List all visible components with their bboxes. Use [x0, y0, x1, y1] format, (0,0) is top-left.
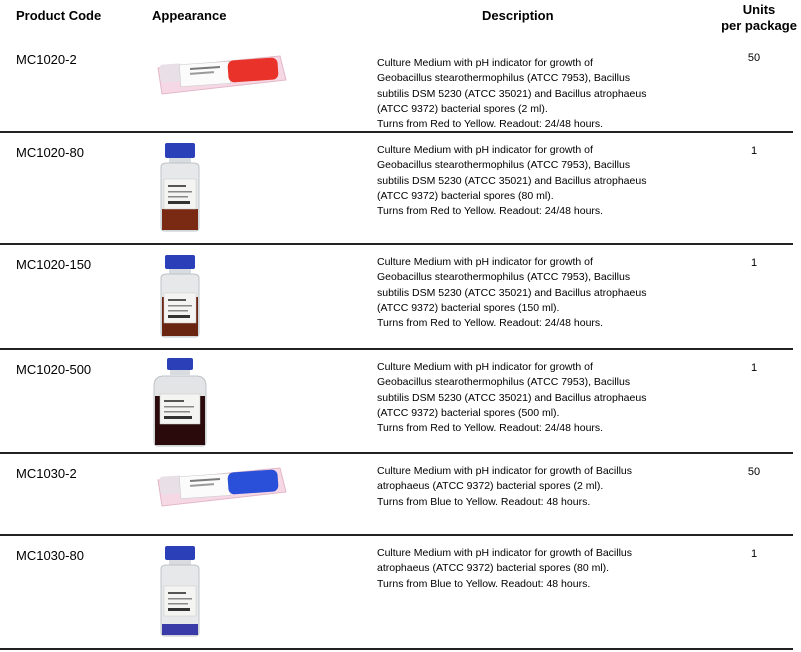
description-line: Turns from Red to Yellow. Readout: 24/48 hours.: [377, 118, 604, 131]
product-description: [377, 255, 677, 331]
header-product-code: Product Code: [16, 8, 102, 23]
description-line: Culture Medium with pH indicator for growth of: [377, 361, 593, 373]
header-units: [719, 2, 799, 34]
product-description: [377, 360, 677, 436]
table-row: [0, 350, 793, 452]
header-appearance: Appearance: [152, 8, 227, 23]
table-header: [0, 0, 801, 40]
red-bottle-icon: [155, 253, 205, 344]
description-line: (ATCC 9372) bacterial spores (500 ml).: [377, 406, 560, 419]
description-line: Culture Medium with pH indicator for growth of: [377, 57, 593, 69]
units-per-package: 1: [750, 548, 758, 560]
table-row: [0, 40, 793, 131]
description-line: atrophaeus (ATCC 9372) bacterial spores (80 ml).: [377, 562, 610, 575]
description-line: subtilis DSM 5230 (ATCC 35021) and Bacillus atrophaeus: [377, 391, 647, 404]
row-divider: [0, 648, 793, 650]
table-row: [0, 133, 793, 243]
description-line: subtilis DSM 5230 (ATCC 35021) and Bacillus atrophaeus: [377, 286, 647, 299]
product-code: MC1020-500: [16, 362, 92, 377]
product-description: [377, 464, 677, 510]
description-line: Culture Medium with pH indicator for growth of: [377, 144, 593, 156]
description-line: Geobacillus stearothermophilus (ATCC 7953), Bacillus: [377, 159, 631, 172]
description-line: (ATCC 9372) bacterial spores (150 ml).: [377, 301, 560, 314]
description-line: Geobacillus stearothermophilus (ATCC 7953), Bacillus: [377, 376, 631, 389]
red-bottle-icon: [155, 141, 205, 238]
description-line: subtilis DSM 5230 (ATCC 35021) and Bacillus atrophaeus: [377, 87, 647, 100]
description-line: (ATCC 9372) bacterial spores (2 ml).: [377, 102, 548, 115]
header-units-line2: per package: [721, 18, 797, 33]
description-line: Turns from Red to Yellow. Readout: 24/48 hours.: [377, 317, 604, 330]
units-per-package: 50: [747, 466, 761, 478]
description-line: Geobacillus stearothermophilus (ATCC 7953), Bacillus: [377, 271, 631, 284]
product-code: MC1020-80: [16, 145, 84, 160]
header-units-line1: Units: [742, 2, 776, 17]
product-description: [377, 143, 677, 219]
description-line: Turns from Red to Yellow. Readout: 24/48 hours.: [377, 422, 604, 435]
units-per-package: 1: [750, 362, 758, 374]
description-line: subtilis DSM 5230 (ATCC 35021) and Bacillus atrophaeus: [377, 174, 647, 187]
description-line: Culture Medium with pH indicator for growth of Bacillus: [377, 547, 633, 559]
product-description: [377, 56, 677, 132]
description-line: Turns from Red to Yellow. Readout: 24/48 hours.: [377, 205, 604, 218]
description-line: Culture Medium with pH indicator for growth of: [377, 256, 593, 268]
description-line: (ATCC 9372) bacterial spores (80 ml).: [377, 189, 554, 202]
description-line: Culture Medium with pH indicator for growth of Bacillus: [377, 465, 633, 477]
red-vial-icon: [150, 50, 290, 105]
description-line: Turns from Blue to Yellow. Readout: 48 hours.: [377, 577, 591, 590]
table-row: [0, 454, 793, 534]
units-per-package: 50: [747, 52, 761, 64]
table-row: [0, 245, 793, 348]
product-code: MC1020-150: [16, 257, 92, 272]
product-description: [377, 546, 677, 592]
product-code: MC1030-2: [16, 466, 77, 481]
description-line: Geobacillus stearothermophilus (ATCC 7953), Bacillus: [377, 72, 631, 85]
blue-vial-icon: [150, 462, 290, 517]
description-line: atrophaeus (ATCC 9372) bacterial spores (2 ml).: [377, 480, 604, 493]
product-code: MC1020-2: [16, 52, 77, 67]
table-row: [0, 536, 793, 648]
units-per-package: 1: [750, 257, 758, 269]
units-per-package: 1: [750, 145, 758, 157]
dark-bottle-icon: [150, 356, 210, 453]
product-code: MC1030-80: [16, 548, 84, 563]
blue-bottle-icon: [155, 544, 205, 643]
description-line: Turns from Blue to Yellow. Readout: 48 hours.: [377, 495, 591, 508]
header-description: Description: [482, 8, 554, 23]
